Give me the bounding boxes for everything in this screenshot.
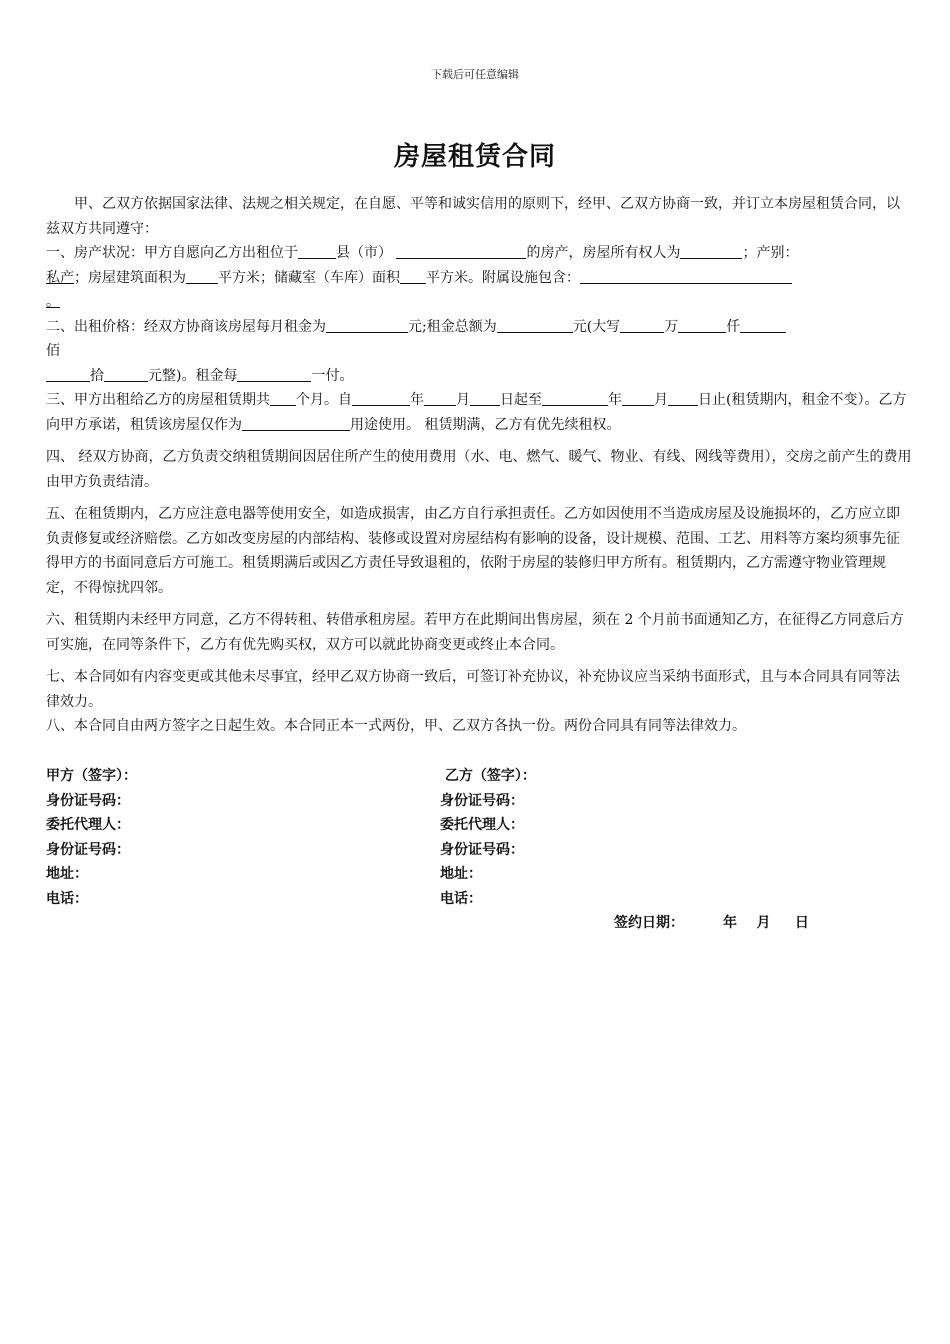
bai-blank[interactable] <box>740 318 786 333</box>
clause-3-text: 年 <box>608 392 622 408</box>
clause-1-text: 一、房产状况：甲方自愿向乙方出租位于 <box>46 245 298 261</box>
clause-3-text: 日起至 <box>500 392 542 408</box>
signing-date: 签约日期： 年 月 日 <box>614 915 809 931</box>
monthly-rent-blank[interactable] <box>326 318 408 333</box>
signature-row <box>46 813 912 838</box>
clause-1-text: 平方米。附属设施包含： <box>426 269 580 286</box>
clause-2-text: 万 <box>664 318 679 335</box>
start-month-blank[interactable] <box>424 391 456 406</box>
clause-1-text: 县（市） <box>336 245 392 261</box>
party-b-address: 地址： <box>440 866 482 883</box>
start-day-blank[interactable] <box>470 391 500 406</box>
signature-row <box>46 838 912 863</box>
usage-blank[interactable] <box>242 416 350 431</box>
payment-period-blank[interactable] <box>237 367 311 382</box>
clause-5-safety: 五、在租赁期内，乙方应注意电器等使用安全，如造成损害，由乙方自行承担责任。乙方如因使用不当造成房屋及设施损坏的，乙方应立即负责修复或经济赔偿。乙方如改变房屋的内部结构、装修或设置对房屋结构有影响的设备，设计规模、范围、工艺、用料等方案均须事先征得甲方的书面同意后方可施工。租赁期满后或因乙方责任导致退租的，依附于房屋的装修归甲方所有。租赁期内，乙方需遵守物业管理规定，不得惊扰四邻。 <box>46 506 900 596</box>
clause-3-text: 月 <box>654 392 668 408</box>
clause-3-text: 日止(租赁期内，租金不变）。乙方向甲方承诺，租赁该房屋仅作为 <box>46 392 907 433</box>
owner-blank[interactable] <box>680 244 742 259</box>
party-b-agent-id-number: 身份证号码： <box>440 841 524 858</box>
signature-row <box>46 887 912 912</box>
clause-3-text: 月 <box>456 392 470 408</box>
property-type-value: 私产 <box>46 269 74 286</box>
document-title: 房屋租赁合同 <box>393 142 556 172</box>
signature-row <box>46 764 912 789</box>
clause-1-text: ；房屋建筑面积为 <box>74 269 186 286</box>
clause-1-property-status <box>46 241 912 315</box>
county-blank[interactable] <box>298 244 336 259</box>
wan-blank[interactable] <box>620 318 664 333</box>
clause-1-text: 的房产，房屋所有权人为 <box>526 245 681 261</box>
party-a-address: 地址： <box>46 866 88 883</box>
clause-3-text: 三、甲方出租给乙方的房屋租赁期共 <box>46 392 270 408</box>
party-b-agent: 委托代理人： <box>440 817 524 834</box>
party-b-signature: 乙方（签字）： <box>440 768 536 784</box>
yuan-blank[interactable] <box>104 367 148 382</box>
clause-2-text: 二、出租价格：经双方协商该房屋每月租金为 <box>46 318 326 335</box>
storage-area-blank[interactable] <box>400 269 426 284</box>
signature-block <box>46 764 912 912</box>
clause-1-text: 。 <box>46 294 60 310</box>
clause-6-sublease: 六、租赁期内未经甲方同意，乙方不得转租、转借承租房屋。若甲方在此期间出售房屋，须在 2 个月前书面通知乙方，在征得乙方同意后方可实施，在同等条件下，乙方有优先购买权，双方可以就此协商变更或终止本合同。 <box>46 612 904 653</box>
clause-2-text: 仟 <box>726 318 741 335</box>
clause-3-text: 用途使用。 租赁期满，乙方有优先续租权。 <box>350 416 621 433</box>
clause-8-effect: 八、本合同自由两方签字之日起生效。本合同正本一式两份，甲、乙双方各执一份。两份合同具有同等法律效力。 <box>46 718 746 734</box>
clause-3-lease-term <box>46 388 912 437</box>
clause-2-text: 佰 <box>46 343 60 359</box>
clause-2-text: 元整)。租金每 <box>148 367 238 384</box>
qian-blank[interactable] <box>678 318 726 333</box>
signature-row <box>46 862 912 887</box>
clause-2-text: 拾 <box>90 367 104 384</box>
total-rent-blank[interactable] <box>497 318 573 333</box>
clause-3-text: 个月。自 <box>296 392 352 408</box>
party-a-agent: 委托代理人： <box>46 817 130 834</box>
party-b-id-number: 身份证号码： <box>440 792 524 809</box>
property-location-blank[interactable] <box>396 244 526 259</box>
clause-4-fees: 四、 经双方协商，乙方负责交纳租赁期间因居住所产生的使用费用（水、电、燃气、暖气、物业、有线、网线等费用），交房之前产生的费用由甲方负责结清。 <box>46 449 912 490</box>
shi-blank[interactable] <box>46 367 90 382</box>
clause-2-text: 元;租金总额为 <box>408 318 497 335</box>
party-b-phone: 电话： <box>440 890 482 907</box>
start-year-blank[interactable] <box>352 391 410 406</box>
clause-1-text: 平方米；储藏室（车库）面积 <box>218 269 400 286</box>
clause-7-amendments: 七、本合同如有内容变更或其他未尽事宜，经甲乙双方协商一致后，可签订补充协议，补充协议应当采纳书面形式，且与本合同具有同等法律效力。 <box>46 669 900 710</box>
clause-1-text: ；产别： <box>742 245 799 261</box>
end-day-blank[interactable] <box>668 391 698 406</box>
clause-2-text: 元(大写 <box>572 318 621 335</box>
party-a-phone: 电话： <box>46 890 88 907</box>
party-a-signature: 甲方（签字）： <box>46 768 137 784</box>
clause-3-text: 年 <box>410 392 424 408</box>
building-area-blank[interactable] <box>186 269 218 284</box>
facilities-blank[interactable] <box>580 269 792 284</box>
header-note: 下载后可任意编辑 <box>431 68 519 81</box>
end-month-blank[interactable] <box>622 391 654 406</box>
signature-row <box>46 789 912 814</box>
lease-months-blank[interactable] <box>270 391 296 406</box>
end-year-blank[interactable] <box>542 391 608 406</box>
intro-paragraph: 甲、乙双方依据国家法律、法规之相关规定，在自愿、平等和诚实信用的原则下，经甲、乙双方协商一致，并订立本房屋租赁合同，以兹双方共同遵守： <box>46 196 900 237</box>
contract-body <box>46 192 912 739</box>
clause-2-text: 一付。 <box>311 367 354 384</box>
clause-2-rent-price <box>46 315 912 389</box>
party-a-agent-id-number: 身份证号码： <box>46 841 130 858</box>
party-a-id-number: 身份证号码： <box>46 792 130 809</box>
